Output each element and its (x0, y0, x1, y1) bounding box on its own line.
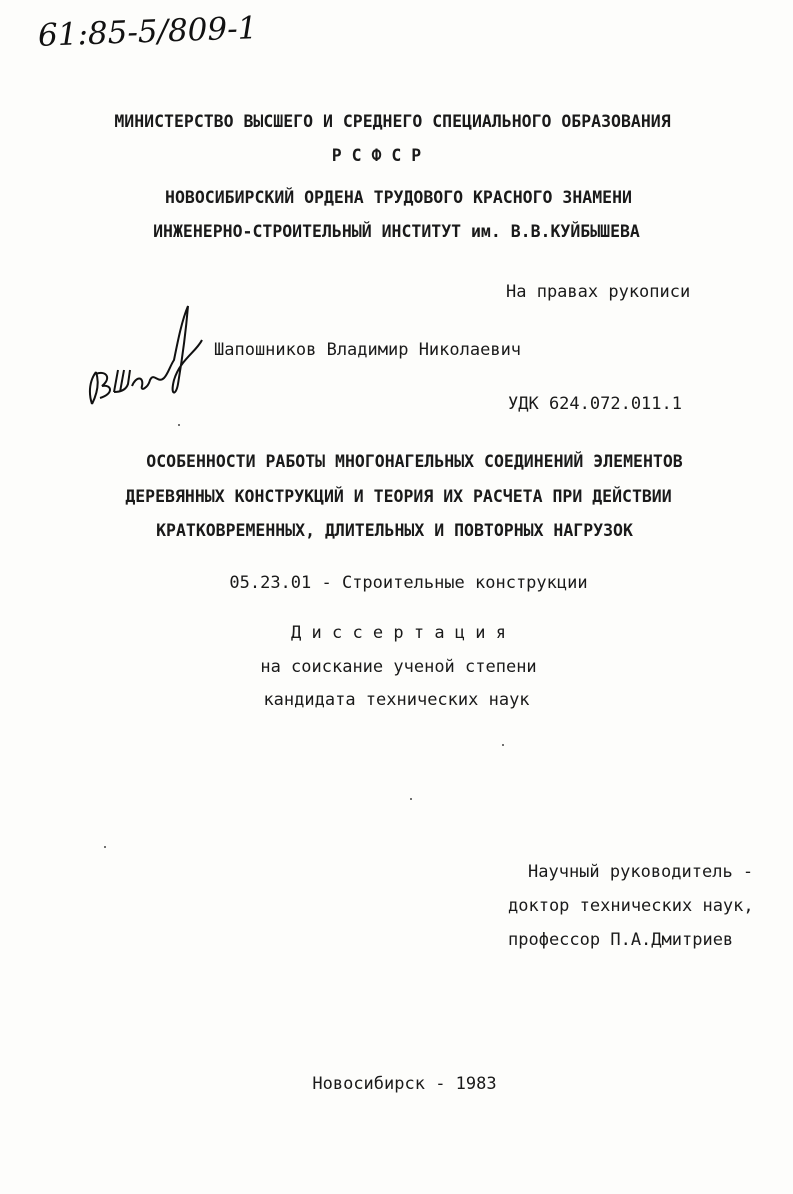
scan-speck (104, 846, 106, 848)
thesis-title-line2: ДЕРЕВЯННЫХ КОНСТРУКЦИЙ И ТЕОРИЯ ИХ РАСЧЕТА ПРИ ДЕЙСТВИИ (125, 487, 672, 506)
dissertation-word: Д и с с е р т а ц и я (291, 623, 506, 643)
place-year: Новосибирск - 1983 (312, 1074, 497, 1094)
signature-text: ВШапошн (78, 300, 83, 301)
thesis-title-line3: КРАТКОВРЕМЕННЫХ, ДЛИТЕЛЬНЫХ И ПОВТОРНЫХ НАГРУЗОК (156, 521, 633, 540)
specialty-code: 05.23.01 - Строительные конструкции (229, 573, 588, 593)
ministry-heading: МИНИСТЕРСТВО ВЫСШЕГО И СРЕДНЕГО СПЕЦИАЛЬНОГО ОБРАЗОВАНИЯ (114, 112, 671, 131)
supervisor-line2: доктор технических наук, (508, 896, 754, 916)
dissertation-field-line: кандидата технических наук (263, 690, 530, 710)
author-name: Шапошников Владимир Николаевич (214, 340, 522, 360)
author-signature (78, 300, 218, 420)
archive-code: 61:85-5/809-1 (37, 10, 258, 54)
manuscript-note: На правах рукописи (506, 282, 691, 302)
republic-heading: Р С Ф С Р (331, 146, 422, 165)
dissertation-degree-line: на соискание ученой степени (260, 657, 537, 677)
scan-speck (502, 744, 504, 746)
scan-speck (410, 798, 412, 800)
supervisor-line3: профессор П.А.Дмитриев (508, 930, 734, 950)
supervisor-line1: Научный руководитель - (528, 862, 754, 882)
scan-speck (178, 424, 180, 426)
thesis-title-line1: ОСОБЕННОСТИ РАБОТЫ МНОГОНАГЕЛЬНЫХ СОЕДИНЕНИЙ ЭЛЕМЕНТОВ (146, 452, 683, 471)
institute-heading-line1: НОВОСИБИРСКИЙ ОРДЕНА ТРУДОВОГО КРАСНОГО ЗНАМЕНИ (165, 188, 632, 207)
udc-code: УДК 624.072.011.1 (508, 394, 682, 414)
institute-heading-line2: ИНЖЕНЕРНО-СТРОИТЕЛЬНЫЙ ИНСТИТУТ им. В.В.КУЙБЫШЕВА (153, 222, 640, 241)
